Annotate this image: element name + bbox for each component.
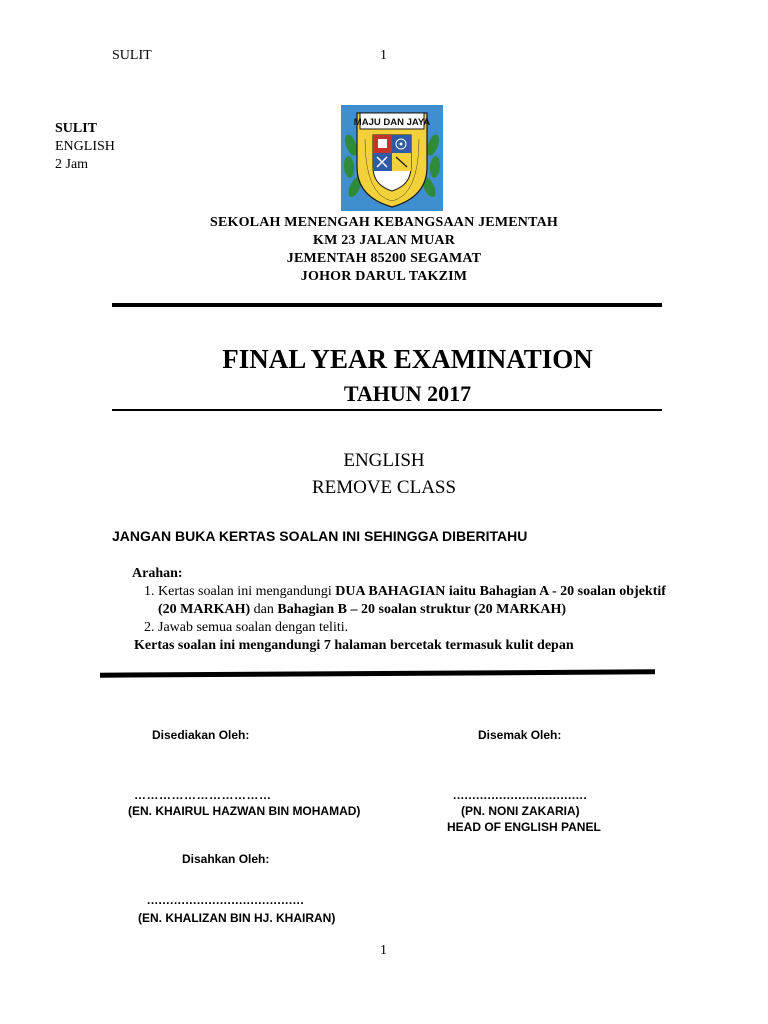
header-sulit: SULIT (112, 48, 152, 63)
school-crest-icon (341, 105, 443, 211)
instruction-1-text-a: Kertas soalan ini mengandungi (158, 584, 336, 599)
checked-by-name: (PN. NONI ZAKARIA) (461, 804, 580, 818)
divider-thick-top (112, 303, 662, 307)
instructions (132, 565, 672, 655)
school-address-line1: KM 23 JALAN MUAR (312, 233, 456, 248)
subject-block-subject: ENGLISH (55, 139, 115, 154)
subject-block (55, 120, 115, 174)
exam-year: TAHUN 2017 (343, 381, 472, 406)
approved-by-label: Disahkan Oleh: (182, 852, 270, 866)
prepared-by-signature-line: …………………………… (134, 788, 272, 802)
subject-block-sulit: SULIT (55, 121, 98, 136)
exam-title: FINAL YEAR EXAMINATION (222, 344, 593, 374)
divider-title (112, 409, 662, 411)
instruction-item-1 (158, 583, 672, 619)
instruction-1-text-c: dan (250, 602, 278, 617)
crest-motto: MAJU DAN JAYA (353, 117, 431, 128)
header-page-number: 1 (380, 48, 387, 63)
school-address-line2: JEMENTAH 85200 SEGAMAT (286, 251, 482, 266)
approved-by-name: (EN. KHALIZAN BIN HJ. KHAIRAN) (138, 911, 336, 925)
prepared-by-label: Disediakan Oleh: (152, 728, 250, 742)
instructions-note: Kertas soalan ini mengandungi 7 halaman bercetak termasuk kulit depan (134, 638, 574, 653)
footer-page-number: 1 (380, 943, 387, 958)
subject-block-duration: 2 Jam (55, 157, 89, 172)
school-name: SEKOLAH MENENGAH KEBANGSAAN JEMENTAH (209, 215, 559, 230)
school-crest-logo (341, 105, 443, 211)
checked-by-label: Disemak Oleh: (478, 728, 562, 742)
school-address (0, 214, 768, 286)
instruction-item-2 (158, 619, 672, 637)
instructions-label: Arahan: (132, 566, 183, 581)
checked-by-signature-line: ................................... (453, 788, 588, 802)
school-address-line3: JOHOR DARUL TAKZIM (300, 269, 468, 284)
paper-subject: ENGLISH (343, 450, 425, 471)
instruction-2-text: Jawab semua soalan dengan teliti. (158, 620, 349, 635)
instruction-1-text-d: Bahagian B – 20 soalan struktur (20 MARKAH) (277, 602, 567, 617)
warning-text: JANGAN BUKA KERTAS SOALAN INI SEHINGGA DIBERITAHU (112, 528, 528, 544)
instruction-1-text-b: DUA BAHAGIAN iaitu Bahagian A - 20 soalan objektif (20 MARKAH) (158, 584, 666, 617)
divider-thick-bottom (100, 669, 655, 677)
paper-class: REMOVE CLASS (311, 477, 457, 498)
checked-by-title: HEAD OF ENGLISH PANEL (447, 820, 601, 834)
approved-by-signature-line: ......................................... (147, 893, 305, 907)
prepared-by-name: (EN. KHAIRUL HAZWAN BIN MOHAMAD) (128, 804, 361, 818)
